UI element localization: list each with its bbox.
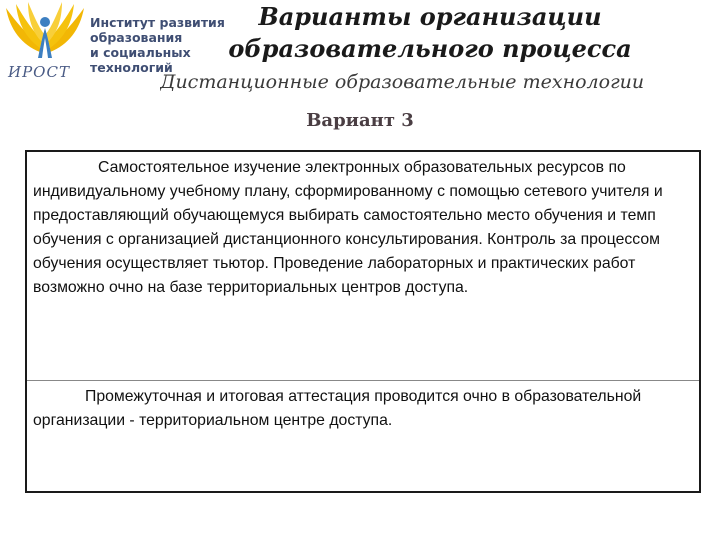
description-text: Самостоятельное изучение электронных образовательных ресурсов по индивидуальному учебному плану, сформированному с помощью сетевого учителя и предоставляющий обучающемуся выбирать самостоятельно место обучения и темп обучения с организацией дистанционного консультирования. Контроль за процессом обучения осуществляет тьютор. Проведение лабораторных и практических работ возможно очно на базе территориальных центров доступа. (33, 159, 663, 296)
content-table (25, 150, 701, 493)
logo-text-line3: и социальных (90, 45, 191, 60)
variant-heading: Вариант 3 (306, 110, 414, 131)
attestation-text: Промежуточная и итоговая аттестация проводится очно в образовательной организации - территориальном центре доступа. (33, 388, 642, 429)
logo-text-line1: Институт развития (90, 15, 225, 30)
logo-text-line2: образования (90, 30, 183, 45)
logo-text-line4: технологий (90, 60, 173, 75)
page-subtitle: Дистанционные образовательные технологии (160, 71, 645, 93)
table-cell-description (27, 152, 699, 381)
page-title-line2: образовательного процесса (228, 34, 632, 63)
wings-figure-icon (2, 0, 88, 64)
page-title-line1: Варианты организации (258, 2, 602, 31)
logo-abbreviation: ИРОСТ (8, 63, 70, 81)
table-cell-attestation (27, 381, 699, 491)
